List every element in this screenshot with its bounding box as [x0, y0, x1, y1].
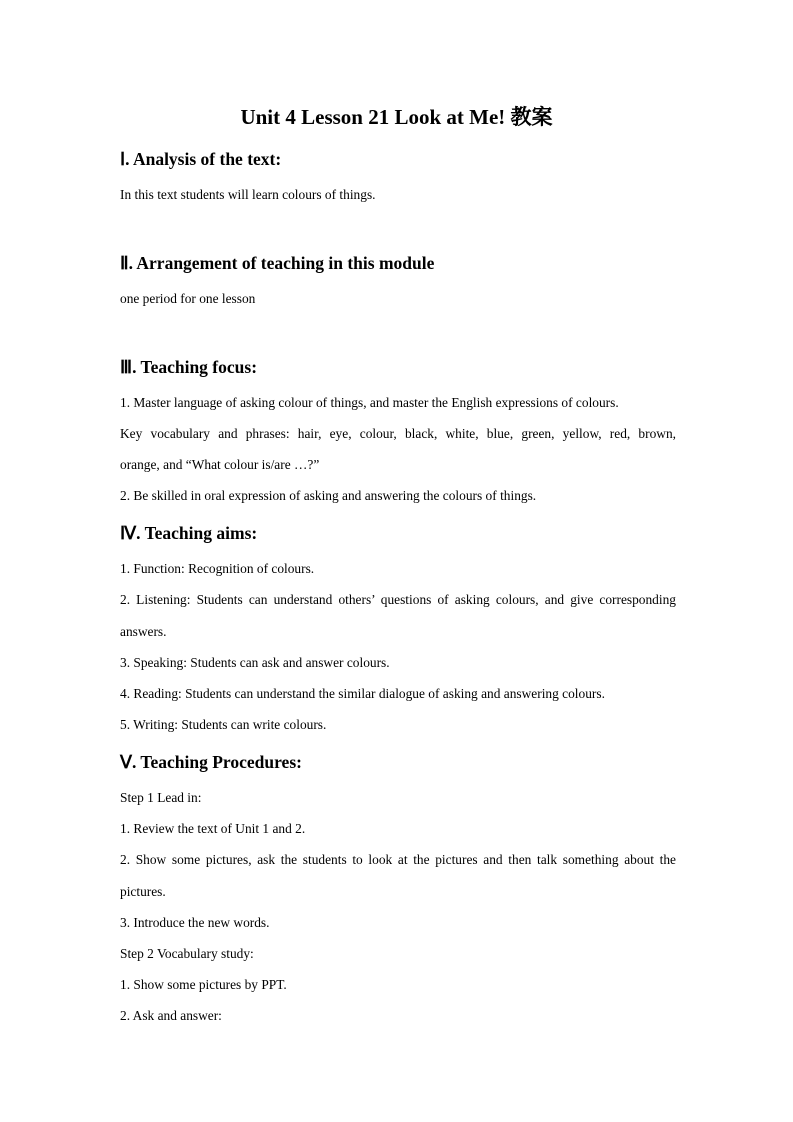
- paragraph-line: 3. Speaking: Students can ask and answer colours.: [120, 655, 390, 670]
- paragraph-line: answers.: [120, 624, 167, 639]
- paragraph-line: 1. Show some pictures by PPT.: [120, 977, 287, 992]
- section-heading-teaching-focus: Ⅲ. Teaching focus:: [120, 357, 258, 377]
- section-heading-teaching-aims: Ⅳ. Teaching aims:: [120, 523, 258, 543]
- paragraph-line: 4. Reading: Students can understand the similar dialogue of asking and answering colours.: [120, 686, 605, 701]
- section-heading-arrangement: Ⅱ. Arrangement of teaching in this module: [120, 253, 435, 273]
- paragraph-line: one period for one lesson: [120, 291, 256, 306]
- paragraph-line: 5. Writing: Students can write colours.: [120, 717, 327, 732]
- paragraph-line: In this text students will learn colours of things.: [120, 187, 376, 202]
- paragraph-line: 1. Review the text of Unit 1 and 2.: [120, 821, 306, 836]
- paragraph-line: 1. Master language of asking colour of things, and master the English expressions of colours.: [120, 395, 619, 410]
- paragraph-line: pictures.: [120, 884, 166, 899]
- section-heading-analysis: Ⅰ. Analysis of the text:: [120, 149, 282, 169]
- paragraph-line: Step 2 Vocabulary study:: [120, 946, 254, 961]
- section-heading-teaching-procedures: Ⅴ. Teaching Procedures:: [120, 752, 302, 772]
- paragraph-line-justified: 2. Listening: Students can understand others’ questions of asking colours, and give corresponding: [120, 592, 676, 607]
- paragraph-line-justified: 2. Show some pictures, ask the students to look at the pictures and then talk something about the: [120, 852, 676, 867]
- paragraph-line: 1. Function: Recognition of colours.: [120, 561, 315, 576]
- paragraph-line: orange, and “What colour is/are …?”: [120, 457, 320, 472]
- paragraph-line: Step 1 Lead in:: [120, 790, 202, 805]
- document-title: Unit 4 Lesson 21 Look at Me! 教案: [240, 105, 553, 129]
- paragraph-line: 2. Ask and answer:: [120, 1008, 222, 1023]
- paragraph-line: 2. Be skilled in oral expression of asking and answering the colours of things.: [120, 488, 537, 503]
- paragraph-line: 3. Introduce the new words.: [120, 915, 270, 930]
- paragraph-line-justified: Key vocabulary and phrases: hair, eye, colour, black, white, blue, green, yellow, red, brown,: [120, 426, 676, 441]
